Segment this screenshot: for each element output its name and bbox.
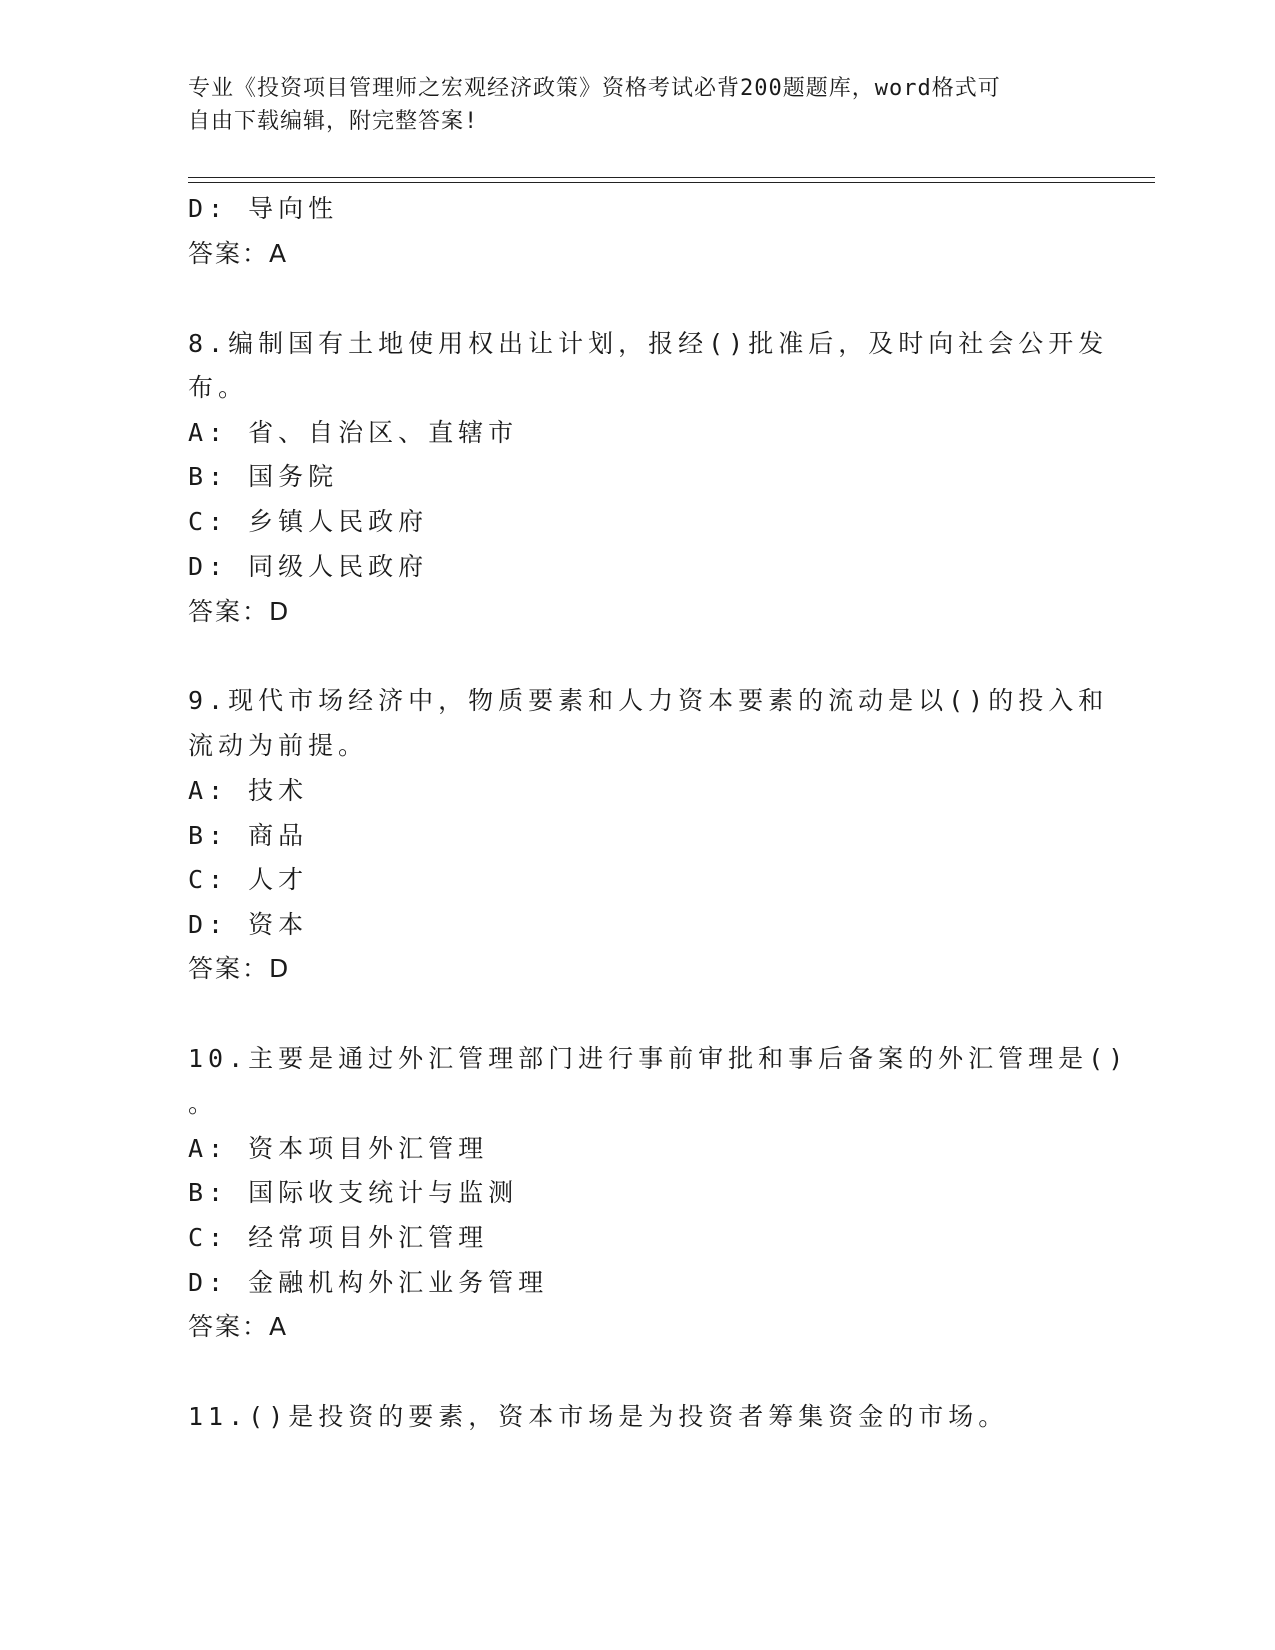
question-10-stem-line-1: 10.主要是通过外汇管理部门进行事前审批和事后备案的外汇管理是() (188, 1044, 1129, 1073)
question-9-option-d: D: 资本 (188, 910, 309, 939)
question-8-option-b: B: 国务院 (188, 462, 339, 491)
question-9-option-b: B: 商品 (188, 821, 309, 850)
header-divider-bottom (188, 182, 1155, 183)
question-10-stem-line-2: 。 (188, 1089, 219, 1118)
prev-answer: 答案：A (188, 239, 289, 268)
question-10-option-a: A: 资本项目外汇管理 (188, 1134, 489, 1163)
question-8-answer: 答案：D (188, 597, 291, 626)
question-9-option-c: C: 人才 (188, 865, 309, 894)
question-9-option-a: A: 技术 (188, 776, 309, 805)
question-10-option-b: B: 国际收支统计与监测 (188, 1178, 519, 1207)
question-9-stem-line-1: 9.现代市场经济中，物质要素和人力资本要素的流动是以()的投入和 (188, 686, 1109, 715)
question-9-answer: 答案：D (188, 954, 291, 983)
question-11-stem-line-1: 11.()是投资的要素，资本市场是为投资者筹集资金的市场。 (188, 1402, 1009, 1431)
header-divider-top (188, 177, 1155, 178)
document-header (188, 72, 1068, 138)
question-10-option-d: D: 金融机构外汇业务管理 (188, 1268, 549, 1297)
header-line-2: 自由下载编辑，附完整答案! (188, 109, 479, 134)
prev-option-d: D: 导向性 (188, 194, 339, 223)
question-8-option-c: C: 乡镇人民政府 (188, 507, 429, 536)
question-8-option-d: D: 同级人民政府 (188, 552, 429, 581)
question-8-option-a: A: 省、自治区、直辖市 (188, 418, 519, 447)
header-line-1: 专业《投资项目管理师之宏观经济政策》资格考试必背200题题库，word格式可 (188, 76, 1001, 101)
question-10-answer: 答案：A (188, 1312, 289, 1341)
question-9-stem-line-2: 流动为前提。 (188, 731, 369, 760)
question-8-stem-line-2: 布。 (188, 373, 249, 402)
question-10-option-c: C: 经常项目外汇管理 (188, 1223, 489, 1252)
question-8-stem-line-1: 8.编制国有土地使用权出让计划，报经()批准后，及时向社会公开发 (188, 329, 1109, 358)
